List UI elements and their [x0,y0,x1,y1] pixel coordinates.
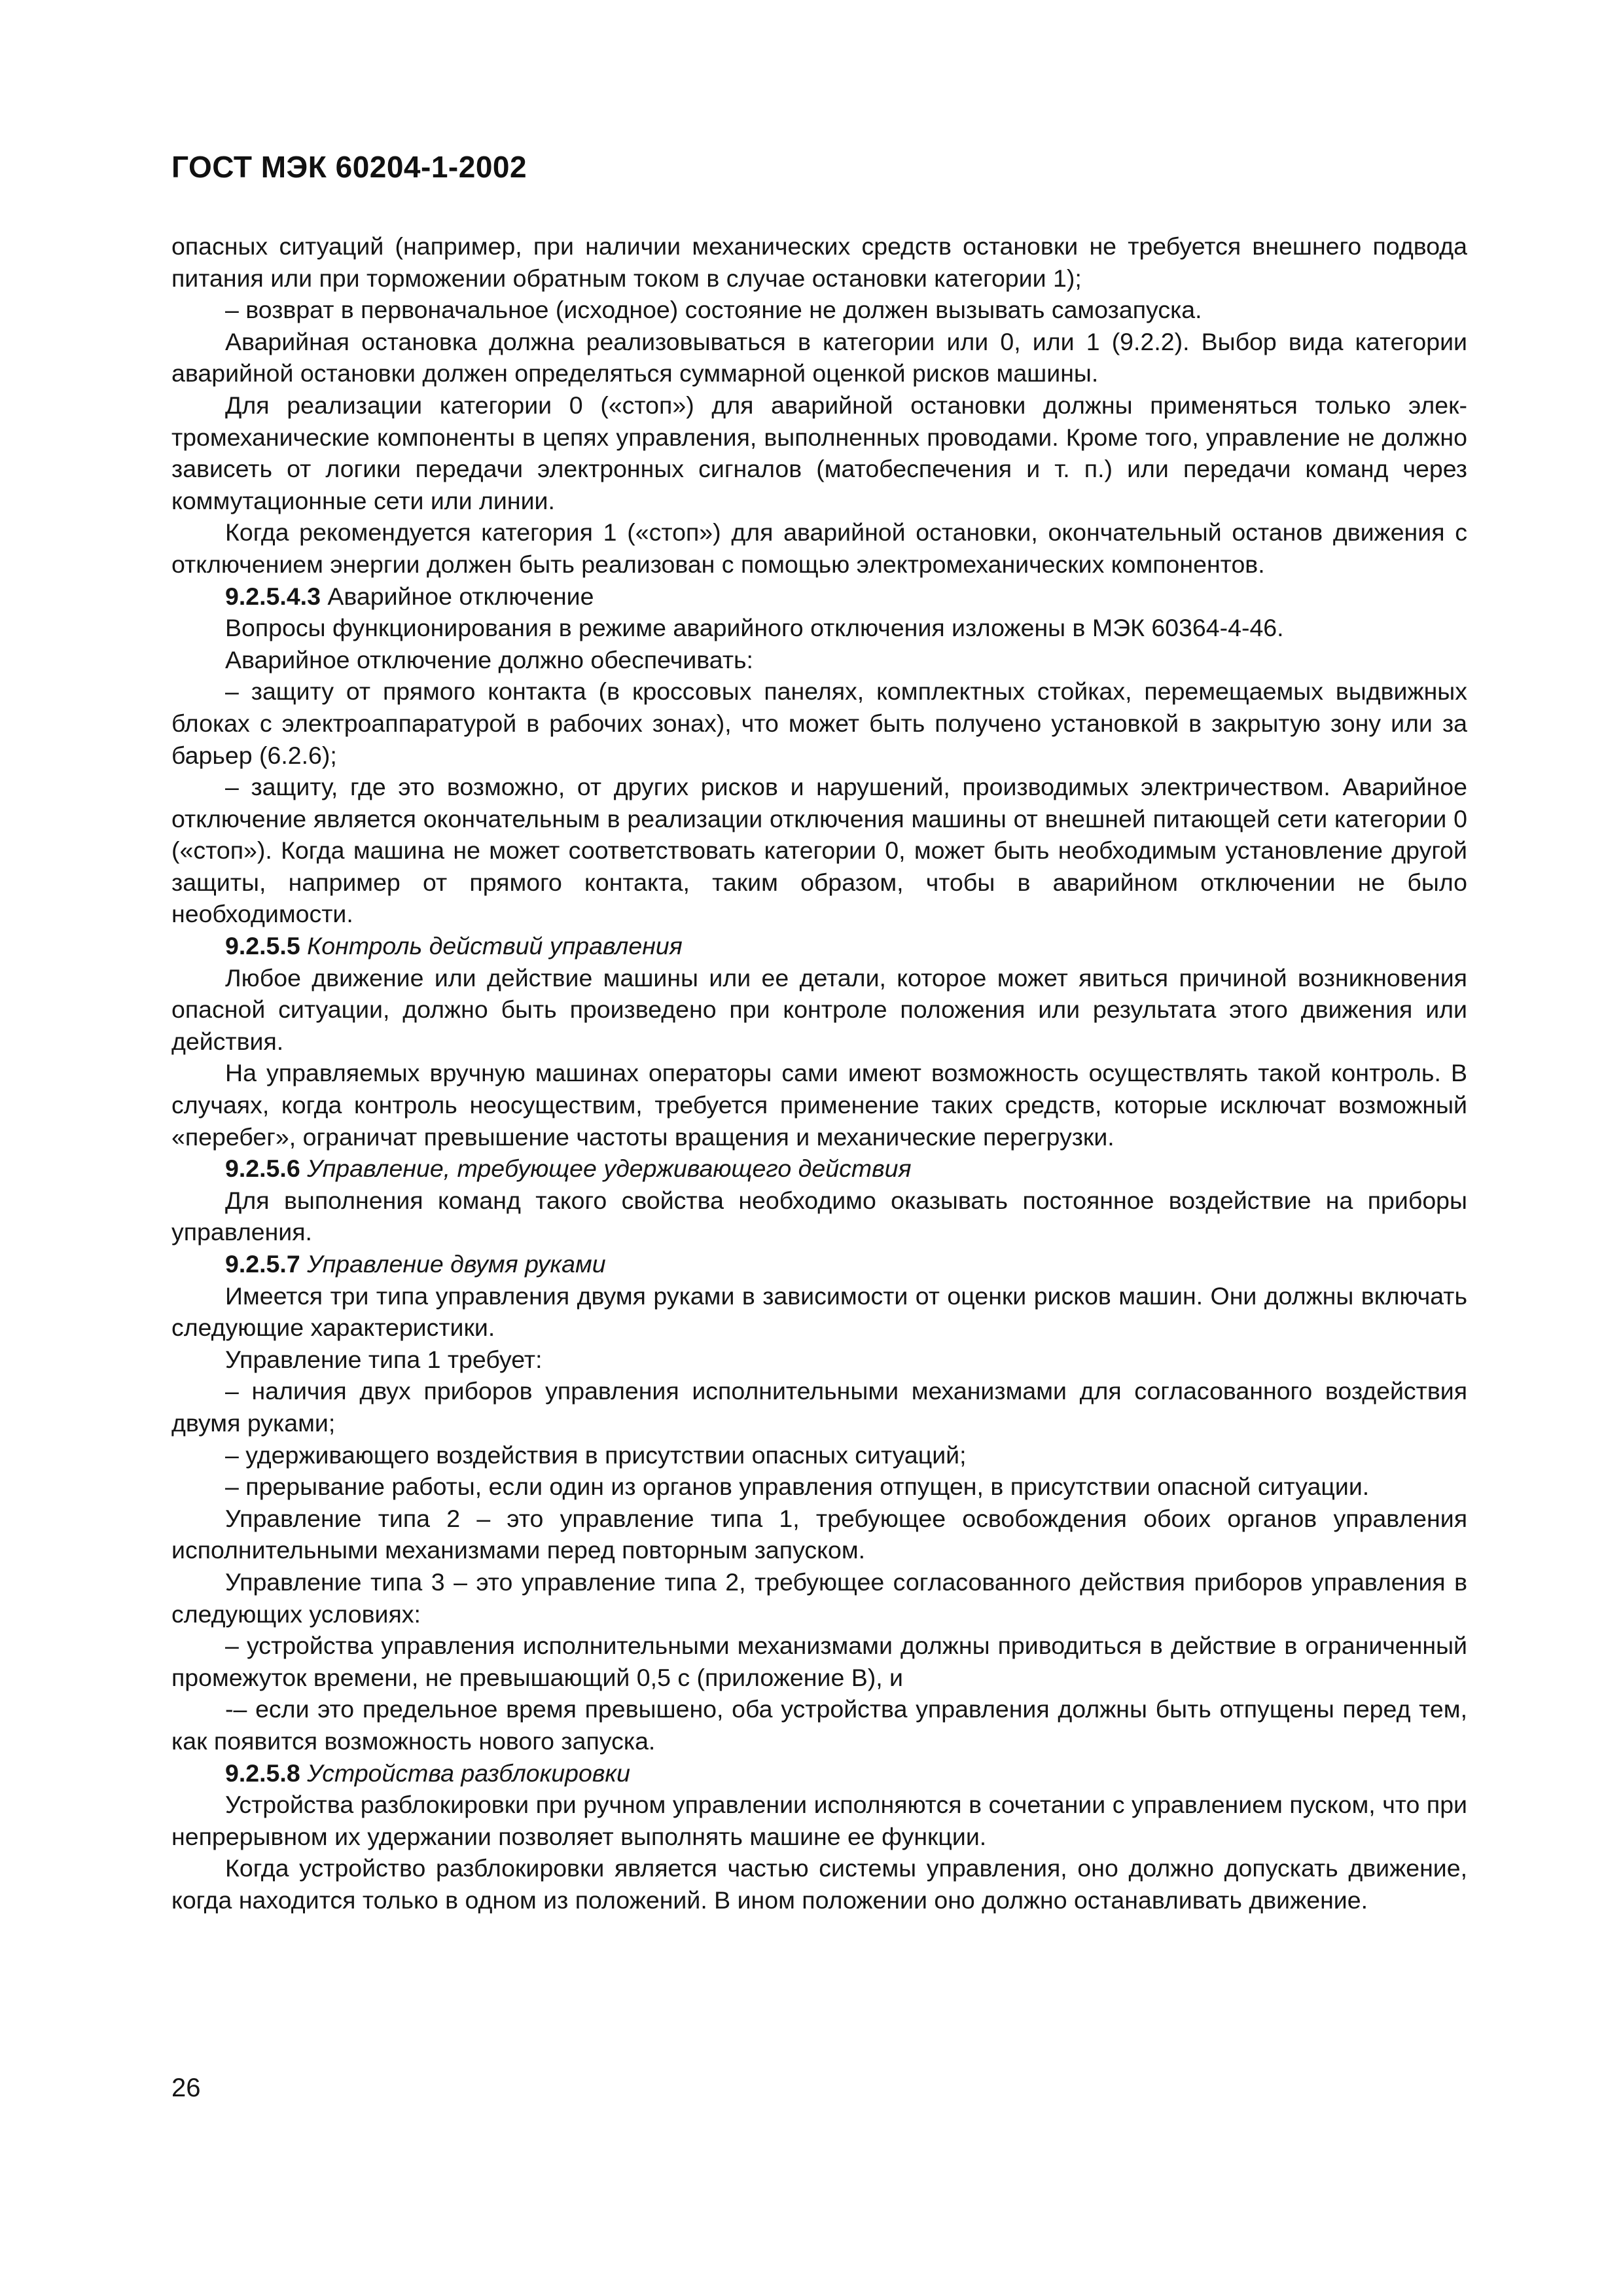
body-paragraph: Имеется три типа управления двумя руками в зависимости от оценки рисков машин. Они должны включать следующие характеристики. [171,1282,1467,1342]
body-paragraph: – удерживающего воздействия в присутствии опасных ситуаций; [225,1441,967,1469]
section-title: Устройства разблокировки [307,1759,630,1787]
document-header-code: ГОСТ МЭК 60204-1-2002 [171,150,527,184]
body-paragraph: -– если это предельное время превышено, оба устройства управления должны быть отпущены перед тем, как появится возможность нового запуска. [171,1695,1467,1755]
section-number: 9.2.5.8 [225,1759,300,1787]
body-paragraph: Для выполнения команд такого свойства необходимо оказывать постоянное воздействие на приборы управления. [171,1186,1467,1246]
body-paragraph: Вопросы функционирования в режиме аварийного отключения изложены в МЭК 60364-4-46. [225,614,1284,642]
body-paragraph: Когда устройство разблокировки является частью системы управления, оно должно допускать движение, когда находится только в одном из положений. В ином положении оно должно останавливать движение. [171,1854,1467,1914]
section-title: Аварийное отключение [327,582,594,610]
body-paragraph: опасных ситуаций (например, при наличии механических средств остановки не требуется внешнего подвода питания или при торможении обратным током в случае остановки категории 1); [171,232,1467,292]
body-paragraph: – защиту, где это возможно, от других рисков и нарушений, производимых электричеством. Аварийное отключение является окончательным в реализации отключения машины от внешней питающей сети категории 0 («стоп»). Когда машина не может соответствовать категории 0, может быть необходимым установление другой защиты, например от прямого контакта, таким образом, чтобы в аварийном отключении не было необходимости. [171,773,1467,928]
body-paragraph: Для реализации категории 0 («стоп») для аварийной остановки должны применяться только электромеханические компоненты в цепях управления, выполненных проводами. Кроме того, управление не должно зависеть от логики передачи электронных сигналов (матобеспечения и т. п.) или передачи команд через коммутационные сети или линии. [171,391,1467,514]
section-title: Управление, требующее удерживающего действия [307,1155,912,1183]
section-number: 9.2.5.4.3 [225,582,321,610]
section-heading [171,1757,1467,1789]
body-paragraph: Когда рекомендуется категория 1 («стоп») для аварийной остановки, окончательный останов движения с отключением энергии должен быть реализован с помощью электромеханических компонентов. [171,518,1467,578]
document-body [171,230,1467,1916]
body-paragraph: – наличия двух приборов управления исполнительными механизмами для согласованного воздействия двумя руками; [171,1377,1467,1437]
body-paragraph: На управляемых вручную машинах операторы сами имеют возможность осуществлять такой контроль. В случаях, когда контроль неосуществим, требуется применение таких средств, которые исключат возможный «перебег», ограничат превышение частоты вращения и механические перегрузки. [171,1059,1467,1151]
section-title: Контроль действий управления [307,932,683,960]
body-paragraph: Управление типа 3 – это управление типа 2, требующее согласованного действия приборов управления в следующих условиях: [171,1568,1467,1628]
body-paragraph: Управление типа 1 требует: [225,1345,543,1373]
section-number: 9.2.5.6 [225,1155,300,1183]
section-number: 9.2.5.7 [225,1250,300,1278]
body-paragraph: Аварийное отключение должно обеспечивать: [225,645,753,673]
body-paragraph: – защиту от прямого контакта (в кроссовых панелях, комплектных стойках, перемещаемых выдвижных блоках с электроаппаратурой в рабочих зонах), что может быть получено установкой в закрытую зону или за барьер (6.2.6); [171,677,1467,769]
body-paragraph: – возврат в первоначальное (исходное) состояние не должен вызывать самозапуска. [225,296,1202,324]
body-paragraph: Управление типа 2 – это управление типа 1, требующее освобождения обоих органов управления исполнительными механизмами перед повторным запуском. [171,1504,1467,1564]
body-paragraph: Любое движение или действие машины или ее детали, которое может явиться причиной возникновения опасной ситуации, должно быть произведено при контроле положения или результата этого движения или действия. [171,963,1467,1055]
body-paragraph: – устройства управления исполнительными механизмами должны приводиться в действие в ограниченный промежуток времени, не превышающий 0,5 с (приложение В), и [171,1632,1467,1691]
section-heading [171,1153,1467,1185]
section-heading [171,1248,1467,1280]
body-paragraph: – прерывание работы, если один из органов управления отпущен, в присутствии опасной ситуации. [225,1473,1370,1501]
page-number: 26 [171,2073,201,2102]
body-paragraph: Устройства разблокировки при ручном управлении исполняются в сочетании с управлением пуском, что при непрерывном их удержании позволяет выполнять машине ее функции. [171,1791,1467,1850]
body-paragraph: Аварийная остановка должна реализовываться в категории или 0, или 1 (9.2.2). Выбор вида категории аварийной остановки должен определяться суммарной оценкой рисков машины. [171,327,1467,387]
section-heading [171,930,1467,962]
section-title: Управление двумя руками [307,1250,606,1278]
section-heading [171,581,1467,613]
section-number: 9.2.5.5 [225,932,300,960]
